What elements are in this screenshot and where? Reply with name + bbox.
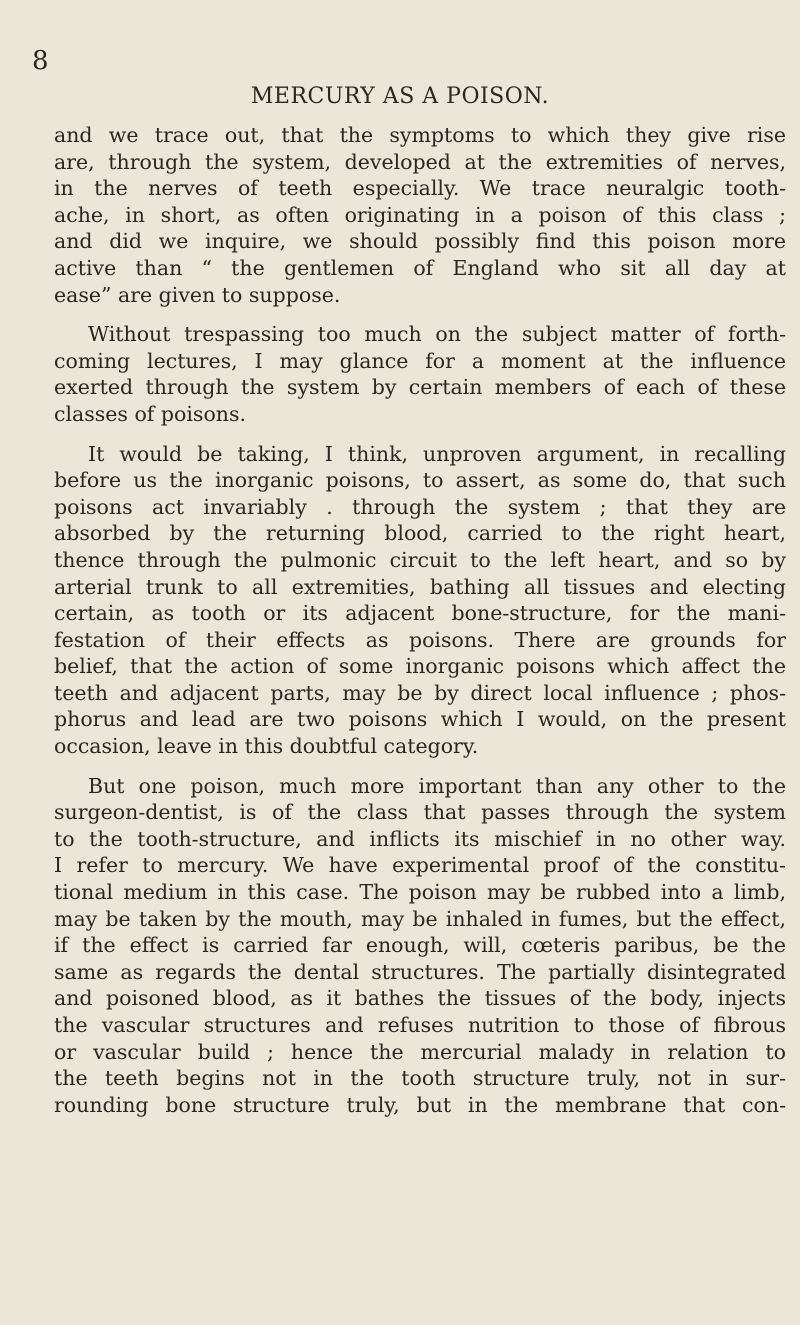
text-line: surgeon-dentist, is of the class that passes through the system: [54, 800, 786, 825]
text-line: coming lectures, I may glance for a moment at the influence: [54, 348, 786, 373]
text-line: festation of their effects as poisons. There are grounds for: [54, 627, 786, 652]
text-line: ache, in short, as often originating in a poison of this class ;: [54, 202, 786, 227]
text-line: arterial trunk to all extremities, bathing all tissues and electing: [54, 574, 786, 599]
text-line: absorbed by the returning blood, carried to the right heart,: [54, 521, 786, 546]
text-line: the teeth begins not in the tooth structure truly, not in sur-: [54, 1066, 786, 1091]
text-line: or vascular build ; hence the mercurial malady in relation to: [54, 1039, 786, 1064]
text-line: belief, that the action of some inorganic poisons which affect the: [54, 654, 786, 679]
text-line: the vascular structures and refuses nutrition to those of fibrous: [54, 1013, 786, 1037]
body-text: [54, 122, 786, 1131]
text-line: are, through the system, developed at the extremities of nerves,: [54, 149, 786, 174]
paragraph: [54, 773, 786, 1119]
paragraph: [54, 321, 786, 427]
text-line: ease” are given to suppose.: [54, 282, 341, 307]
text-line: occasion, leave in this doubtful category.: [54, 734, 479, 759]
text-line: in the nerves of teeth especially. We trace neuralgic tooth-: [54, 176, 786, 201]
text-line: and did we inquire, we should possibly find this poison more: [54, 229, 786, 254]
text-line: thence through the pulmonic circuit to the left heart, and so by: [54, 547, 786, 572]
text-line: same as regards the dental structures. The partially disintegrated: [54, 959, 786, 984]
text-line: I refer to mercury. We have experimental proof of the constitu-: [54, 853, 786, 878]
text-line: may be taken by the mouth, may be inhaled in fumes, but the effect,: [54, 906, 786, 931]
text-line: active than “ the gentlemen of England who sit all day at: [54, 255, 786, 280]
text-line: to the tooth-structure, and inflicts its mischief in no other way.: [54, 826, 786, 851]
paragraph: [54, 122, 786, 308]
text-line: and we trace out, that the symptoms to which they give rise: [54, 123, 786, 147]
text-line: Without trespassing too much on the subject matter of forth-: [88, 322, 786, 347]
text-line: if the effect is carried far enough, will, cœteris paribus, be the: [54, 933, 786, 958]
text-line: poisons act invariably . through the system ; that they are: [54, 494, 786, 519]
text-line: It would be taking, I think, unproven argument, in recalling: [88, 441, 786, 466]
text-line: phorus and lead are two poisons which I would, on the present: [54, 707, 786, 732]
text-line: But one poison, much more important than any other to the: [88, 773, 786, 798]
text-line: classes of poisons.: [54, 401, 247, 426]
running-title: MERCURY AS A POISON.: [250, 84, 550, 109]
text-line: exerted through the system by certain members of each of these: [54, 375, 786, 400]
paragraph: [54, 441, 786, 760]
text-line: and poisoned blood, as it bathes the tissues of the body, injects: [54, 986, 786, 1011]
text-line: before us the inorganic poisons, to assert, as some do, that such: [54, 468, 786, 493]
text-line: rounding bone structure truly, but in the membrane that con-: [54, 1092, 786, 1117]
text-line: teeth and adjacent parts, may be by direct local influence ; phos-: [54, 680, 786, 705]
text-line: tional medium in this case. The poison may be rubbed into a limb,: [54, 880, 786, 905]
page-number: 8: [32, 46, 49, 76]
text-line: certain, as tooth or its adjacent bone-structure, for the mani-: [54, 601, 786, 626]
